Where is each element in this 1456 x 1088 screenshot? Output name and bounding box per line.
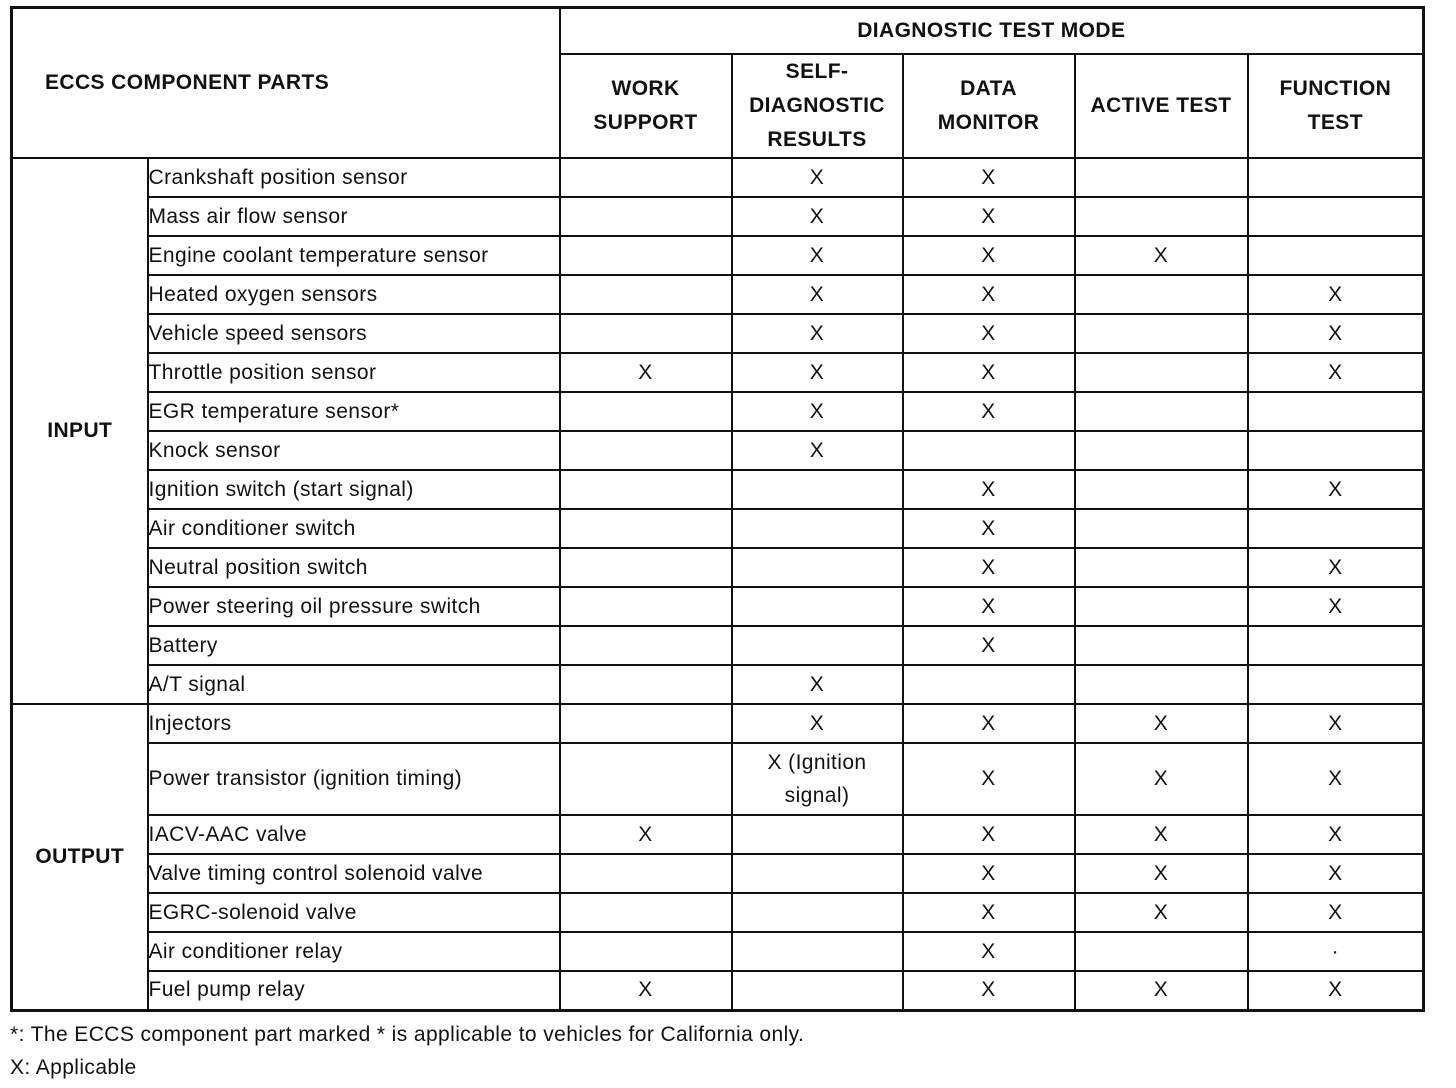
group-label-input: INPUT [12, 158, 148, 704]
applicability-mark: X [1075, 743, 1248, 815]
component-part-name: Engine coolant temperature sensor [148, 236, 560, 275]
applicability-mark [560, 509, 732, 548]
applicability-mark: X [903, 275, 1075, 314]
column-header-line: TEST [1307, 111, 1363, 134]
component-part-name: EGR temperature sensor* [148, 392, 560, 431]
table-row [12, 626, 1424, 665]
applicability-mark [1248, 392, 1424, 431]
applicability-mark [1248, 509, 1424, 548]
column-header-function-test [1248, 54, 1424, 158]
applicability-mark [1248, 665, 1424, 704]
applicability-mark [1075, 353, 1248, 392]
applicability-mark-lines [768, 746, 867, 812]
applicability-mark: X [903, 854, 1075, 893]
applicability-mark [1248, 236, 1424, 275]
applicability-mark: X [732, 392, 903, 431]
applicability-mark: X [1248, 275, 1424, 314]
applicability-mark [903, 431, 1075, 470]
applicability-mark [732, 548, 903, 587]
applicability-mark-line: signal) [784, 784, 850, 807]
applicability-mark: X [1248, 470, 1424, 509]
table-row [12, 236, 1424, 275]
applicability-mark: X [1248, 893, 1424, 932]
applicability-mark: X [903, 548, 1075, 587]
applicability-mark [732, 815, 903, 854]
applicability-mark [560, 626, 732, 665]
table-row [12, 275, 1424, 314]
applicability-mark [732, 470, 903, 509]
component-part-name: Knock sensor [148, 431, 560, 470]
footnotes [10, 1018, 804, 1084]
applicability-mark: X [732, 197, 903, 236]
applicability-mark: X [903, 314, 1075, 353]
applicability-mark [732, 626, 903, 665]
table-row [12, 158, 1424, 197]
applicability-mark: X [1248, 314, 1424, 353]
applicability-mark: X [1075, 893, 1248, 932]
table-row [12, 971, 1424, 1010]
applicability-mark: X [903, 626, 1075, 665]
table-row [12, 314, 1424, 353]
applicability-mark: X [903, 704, 1075, 743]
applicability-mark [560, 743, 732, 815]
column-header-line: RESULTS [767, 128, 867, 151]
diagnostic-test-mode-header: DIAGNOSTIC TEST MODE [560, 8, 1424, 55]
applicability-mark: X [560, 971, 732, 1010]
applicability-mark: X [732, 704, 903, 743]
applicability-mark [560, 932, 732, 971]
column-header-line: SELF- [785, 60, 849, 83]
applicability-mark: X [1075, 971, 1248, 1010]
table-row [12, 932, 1424, 971]
applicability-mark [560, 854, 732, 893]
column-header-active-test [1075, 54, 1248, 158]
applicability-mark: X [903, 236, 1075, 275]
applicability-mark: X [903, 470, 1075, 509]
table-row [12, 704, 1424, 743]
applicability-mark [1075, 509, 1248, 548]
applicability-mark [732, 854, 903, 893]
table-row [12, 743, 1424, 815]
column-header-line: DATA [960, 77, 1017, 100]
applicability-mark [732, 971, 903, 1010]
applicability-mark: X [732, 314, 903, 353]
component-part-name: Power transistor (ignition timing) [148, 743, 560, 815]
column-header-data-monitor [903, 54, 1075, 158]
component-part-name: Heated oxygen sensors [148, 275, 560, 314]
component-part-name: Air conditioner relay [148, 932, 560, 971]
component-part-name: Neutral position switch [148, 548, 560, 587]
applicability-mark [1075, 665, 1248, 704]
applicability-mark [1075, 158, 1248, 197]
applicability-mark [560, 470, 732, 509]
applicability-mark [1075, 392, 1248, 431]
applicability-mark: X [903, 815, 1075, 854]
applicability-mark: X [903, 509, 1075, 548]
applicability-mark: X [732, 158, 903, 197]
parts-column-header: ECCS COMPONENT PARTS [12, 8, 560, 159]
applicability-mark: X [1248, 743, 1424, 815]
table-row [12, 431, 1424, 470]
applicability-mark: X [903, 392, 1075, 431]
applicability-mark [560, 236, 732, 275]
component-part-name: Battery [148, 626, 560, 665]
applicability-mark: X [560, 815, 732, 854]
table-row [12, 548, 1424, 587]
applicability-mark [1075, 431, 1248, 470]
applicability-mark [1075, 275, 1248, 314]
applicability-mark: X [1248, 353, 1424, 392]
applicability-mark: X [903, 158, 1075, 197]
group-label-output: OUTPUT [12, 704, 148, 1010]
applicability-mark [560, 314, 732, 353]
applicability-mark: X [1248, 815, 1424, 854]
component-part-name: Crankshaft position sensor [148, 158, 560, 197]
column-header-line: WORK [611, 77, 680, 100]
applicability-mark [1075, 587, 1248, 626]
applicability-mark [560, 893, 732, 932]
table-row [12, 665, 1424, 704]
applicability-mark: X [1075, 815, 1248, 854]
applicability-mark: X [1075, 854, 1248, 893]
applicability-mark [1248, 626, 1424, 665]
applicability-mark: X [903, 197, 1075, 236]
table-row [12, 470, 1424, 509]
applicability-mark [1075, 932, 1248, 971]
applicability-mark: X [732, 236, 903, 275]
applicability-mark [1248, 158, 1424, 197]
column-header-line: DIAGNOSTIC [749, 94, 885, 117]
column-header-work-support [560, 54, 732, 158]
applicability-mark [732, 509, 903, 548]
table-row [12, 392, 1424, 431]
applicability-mark [732, 587, 903, 626]
component-part-name: Vehicle speed sensors [148, 314, 560, 353]
applicability-mark [560, 704, 732, 743]
component-part-name: Power steering oil pressure switch [148, 587, 560, 626]
table-row [12, 893, 1424, 932]
applicability-mark [732, 932, 903, 971]
applicability-mark: X [1248, 704, 1424, 743]
applicability-mark [1248, 197, 1424, 236]
applicability-mark [903, 665, 1075, 704]
applicability-mark [560, 197, 732, 236]
eccs-diagnostic-table-container [10, 6, 1422, 1012]
applicability-mark: X [732, 275, 903, 314]
table-row [12, 815, 1424, 854]
applicability-mark [560, 665, 732, 704]
applicability-mark: X [1248, 971, 1424, 1010]
applicability-mark: X [1248, 854, 1424, 893]
column-header-line: FUNCTION [1279, 77, 1392, 100]
applicability-mark [1075, 626, 1248, 665]
applicability-mark: X [1248, 587, 1424, 626]
table-body [12, 158, 1424, 1010]
applicability-mark: X [1075, 704, 1248, 743]
applicability-mark: X [732, 431, 903, 470]
applicability-mark [732, 893, 903, 932]
component-part-name: A/T signal [148, 665, 560, 704]
component-part-name: Valve timing control solenoid valve [148, 854, 560, 893]
eccs-diagnostic-table [10, 6, 1425, 1012]
column-header-self-diagnostic-results [732, 54, 903, 158]
applicability-mark: X [560, 353, 732, 392]
component-part-name: Air conditioner switch [148, 509, 560, 548]
table-row [12, 587, 1424, 626]
applicability-mark [1075, 548, 1248, 587]
applicability-mark [560, 431, 732, 470]
applicability-mark: X [732, 665, 903, 704]
component-part-name: Injectors [148, 704, 560, 743]
applicability-mark [560, 392, 732, 431]
applicability-mark: X [732, 353, 903, 392]
table-row [12, 353, 1424, 392]
applicability-mark: X [903, 893, 1075, 932]
applicability-mark [1075, 314, 1248, 353]
component-part-name: Throttle position sensor [148, 353, 560, 392]
table-row [12, 509, 1424, 548]
applicability-mark: X [903, 353, 1075, 392]
applicability-mark: X [903, 971, 1075, 1010]
applicability-mark [1075, 197, 1248, 236]
component-part-name: Mass air flow sensor [148, 197, 560, 236]
footnote-legend: X: Applicable [10, 1056, 137, 1079]
component-part-name: Fuel pump relay [148, 971, 560, 1010]
applicability-mark [732, 743, 903, 815]
component-part-name: EGRC-solenoid valve [148, 893, 560, 932]
applicability-mark: X [903, 587, 1075, 626]
applicability-mark: X [903, 932, 1075, 971]
column-header-line: SUPPORT [593, 111, 698, 134]
applicability-mark: X [1248, 548, 1424, 587]
applicability-mark [560, 587, 732, 626]
applicability-mark: · [1248, 932, 1424, 971]
component-part-name: IACV-AAC valve [148, 815, 560, 854]
column-header-line: ACTIVE TEST [1090, 94, 1232, 117]
applicability-mark [560, 548, 732, 587]
applicability-mark [560, 275, 732, 314]
applicability-mark: X [1075, 236, 1248, 275]
applicability-mark [560, 158, 732, 197]
component-part-name: Ignition switch (start signal) [148, 470, 560, 509]
column-header-line: MONITOR [937, 111, 1040, 134]
applicability-mark-line: X (Ignition [767, 751, 867, 774]
table-row [12, 197, 1424, 236]
applicability-mark [1075, 470, 1248, 509]
applicability-mark: X [903, 743, 1075, 815]
applicability-mark [1248, 431, 1424, 470]
footnote-california: *: The ECCS component part marked * is applicable to vehicles for California only. [10, 1023, 805, 1046]
table-row [12, 854, 1424, 893]
